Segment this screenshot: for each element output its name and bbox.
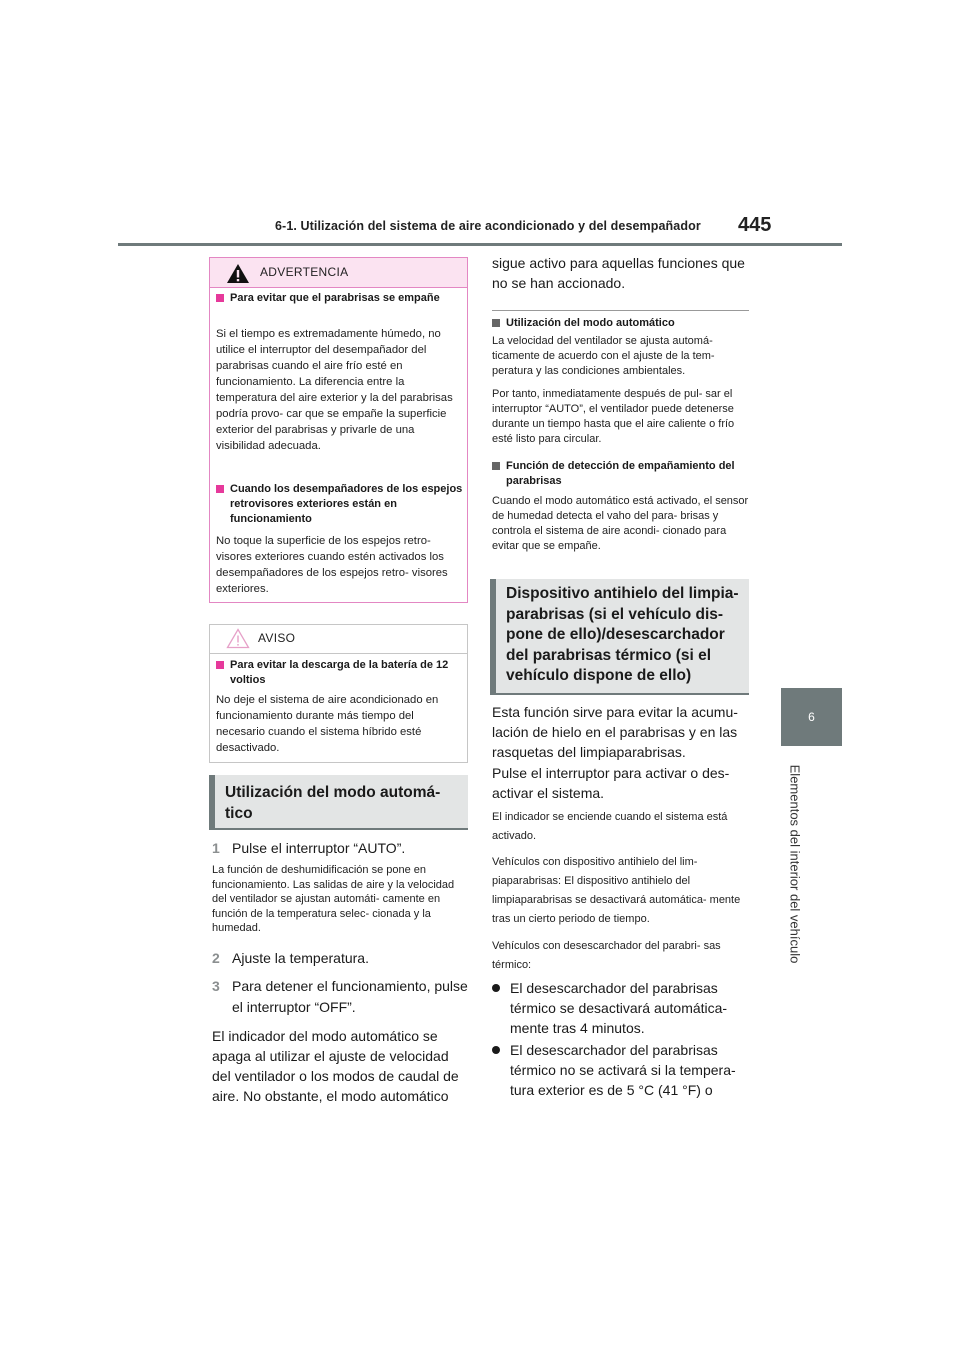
- section-heading-auto: Utilización del modo automá- tico: [209, 775, 468, 830]
- item-para: Por tanto, inmediatamente después de pul- sar el interruptor “AUTO”, el ventilador puede detenerse durante un tiempo hasta que el aire caliente o frío esté listo para circular.: [492, 388, 735, 445]
- header-rule: [118, 243, 842, 246]
- step-3: 3 Para detener el funcionamiento, pulse el interruptor “OFF”.: [212, 978, 468, 1015]
- item-title-auto: Utilización del modo automático: [492, 316, 749, 331]
- bullet-dot-icon: [492, 1046, 500, 1054]
- pink-square-icon: [216, 661, 224, 669]
- chapter-tab: 6: [781, 688, 842, 746]
- step-1-note: La función de deshumidificación se pone en funcionamiento. Las salidas de aire y la velocidad del ventilador se ajustan automáti- camente en función de la temperatura selec- cionada y la humedad.: [212, 864, 455, 934]
- pink-square-icon: [216, 294, 224, 302]
- item-para: Cuando el modo automático está activado, el sensor de humedad detecta el vaho del para- brisas y controla el sistema de aire acondi- cionado para evitar que se empañe.: [492, 495, 749, 552]
- notice-label: AVISO: [258, 631, 296, 645]
- chapter-label: [787, 758, 803, 970]
- bullet-item: El desescarchador del parabrisas térmico se desactivará automática- mente tras 4 minutos.: [492, 978, 749, 1038]
- continuation-text: sigue activo para aquellas funciones que no se han accionado.: [492, 255, 745, 291]
- warning-label: ADVERTENCIA: [260, 265, 349, 279]
- bullet-dot-icon: [492, 984, 500, 992]
- notice-item-text: No deje el sistema de aire acondicionado en funcionamiento durante más tiempo del necesario cuando el sistema híbrido esté desactivado.: [216, 694, 439, 754]
- section-heading-deicer: Dispositivo antihielo del limpia- parabrisas (si el vehículo dis- pone de ello)/desescarchador del parabrisas térmico (si el vehículo dispone de ello): [490, 579, 749, 695]
- running-header: 6-1. Utilización del sistema de aire acondicionado y del desempañador: [275, 219, 701, 233]
- deicer-note: Vehículos con desescarchador del parabri- sas térmico:: [492, 940, 721, 971]
- notice-item-title: Para evitar la descarga de la batería de 12 voltios: [216, 658, 461, 688]
- page-number: 445: [738, 214, 772, 236]
- deicer-note: Vehículos con dispositivo antihielo del lim- piaparabrisas: El dispositivo antihielo del limpiaparabrisas se desactivará automática- mente tras un cierto periodo de tiempo.: [492, 856, 741, 925]
- caution-triangle-icon: [226, 628, 250, 649]
- item-para: La velocidad del ventilador se ajusta automá- ticamente de acuerdo con el ajuste de la tem- peratura y las condiciones ambientales.: [492, 335, 715, 377]
- warning-triangle-icon: [226, 263, 250, 284]
- warning-item-text: No toque la superficie de los espejos retro- visores exteriores cuando estén activados los desempañadores de los espejos retro- visores exteriores.: [216, 535, 448, 595]
- warning-item-title: Cuando los desempañadores de los espejos retrovisores exteriores están en funcionamiento: [216, 482, 464, 527]
- step-1: 1 Pulse el interruptor “AUTO”.: [212, 840, 406, 856]
- deicer-note: El indicador se enciende cuando el sistema está activado.: [492, 811, 728, 842]
- deicer-para: Esta función sirve para evitar la acumu- lación de hielo en el parabrisas y en las rasquetas del limpiaparabrisas.: [492, 704, 738, 760]
- grey-square-icon: [492, 462, 500, 470]
- item-title-fog: Función de detección de empañamiento del parabrisas: [492, 459, 749, 489]
- warning-item-title: Para evitar que el parabrisas se empañe: [216, 291, 461, 306]
- bullet-item: El desescarchador del parabrisas térmico no se activará si la tempera- tura exterior es de 5 °C (41 °F) o: [492, 1040, 749, 1100]
- warning-item-text: Si el tiempo es extremadamente húmedo, no utilice el interruptor del desempañador del parabrisas cuando el aire frío esté en funcionamiento. La diferencia entre la temperatura del aire exterior y la del parabrisas podría provo- car que se empañe la superficie exterior del parabrisas y privarle de una visibilidad adecuada.: [216, 328, 453, 452]
- deicer-para: Pulse el interruptor para activar o des- activar el sistema.: [492, 765, 730, 801]
- pink-square-icon: [216, 485, 224, 493]
- auto-paragraph: El indicador del modo automático se apaga al utilizar el ajuste de velocidad del ventilador o los modos de caudal de aire. No obstante, el modo automático: [212, 1028, 459, 1104]
- divider: [492, 310, 749, 311]
- step-2: 2 Ajuste la temperatura.: [212, 950, 369, 966]
- grey-square-icon: [492, 319, 500, 327]
- chapter-label-text: Elementos del interior del vehículo: [787, 764, 803, 964]
